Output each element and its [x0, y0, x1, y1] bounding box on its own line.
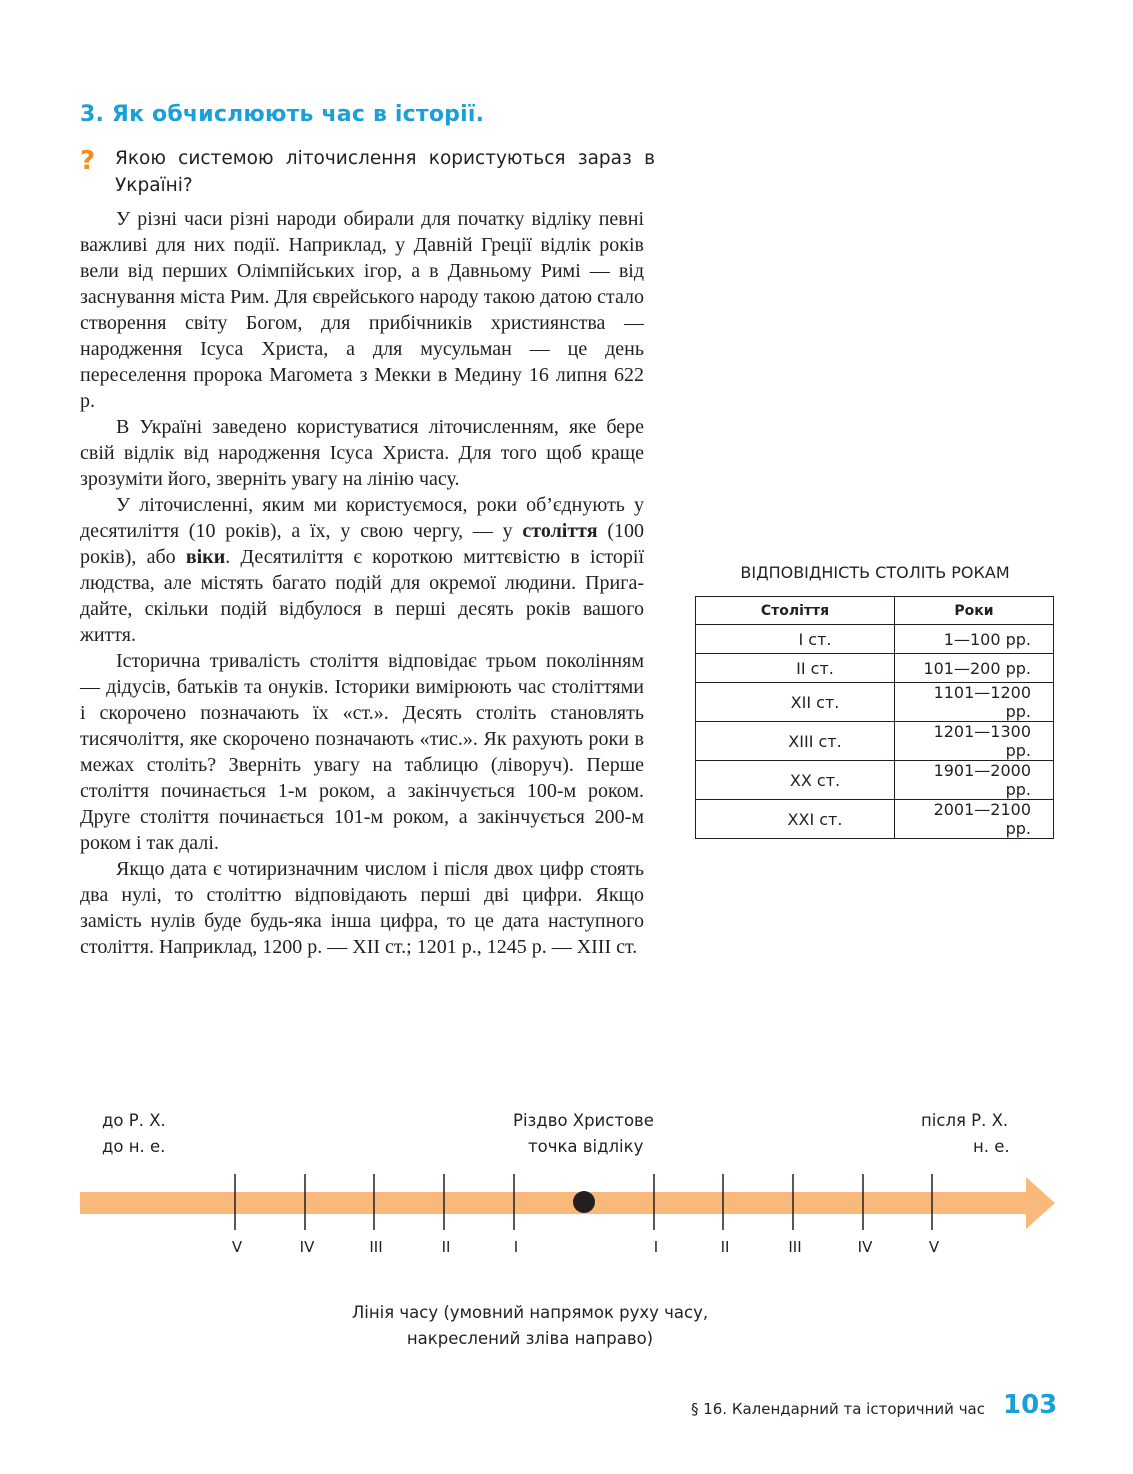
- page-number: 103: [1003, 1390, 1058, 1420]
- years-cell: 1901—2000 рр.: [895, 761, 1054, 800]
- timeline-century-label-ad-1: I: [653, 1238, 659, 1256]
- century-cell: I ст.: [696, 625, 895, 654]
- centuries-table: [695, 596, 1054, 839]
- century-cell: XX ст.: [696, 761, 895, 800]
- timeline-century-label-ad-5: V: [928, 1238, 940, 1256]
- header-years: Роки: [895, 597, 1054, 625]
- origin-point: [573, 1191, 595, 1213]
- timeline-label-nativity: Різдво Христове: [513, 1111, 654, 1130]
- years-cell: 101—200 рр.: [895, 654, 1054, 683]
- timeline-century-label-bc-4: II: [441, 1238, 451, 1256]
- header-century: Століття: [696, 597, 895, 625]
- ticks-before: [232, 1174, 518, 1256]
- years-cell: 1101—1200 рр.: [895, 683, 1054, 722]
- timeline-century-label-bc-5: I: [513, 1238, 519, 1256]
- body-text: [80, 206, 644, 960]
- paragraph-3: [80, 492, 644, 648]
- paragraph-1: У різні часи різні народи обирали для початку відліку певні важливі для них події. Наприклад, у Давній Греції відлік років вели від перших Олімпійських ігор, а в Давньому Римі — від заснування міста Рим. Для єврейського народу такою датою стало створення світу Богом, для прибічників християнства — народження Ісуса Христа, а для мусульман — це день переселення пророка Магомета з Мекки в Медину 16 липня 622 р.: [80, 208, 644, 412]
- paragraph-3-part-d: . Десятиліття є короткою миттєвістю в історії людства, але містять багато подій для окремої людини. Пригадайте, скільки подій відбулося в перші десять років вашого життя.: [80, 546, 644, 646]
- table-row: [696, 800, 1054, 839]
- timeline-bar: [80, 1192, 1030, 1214]
- caption-line-1: Лінія часу (умовний напрямок руху часу,: [351, 1303, 709, 1322]
- question-icon: ?: [80, 146, 96, 176]
- paragraph-3-part-c: (100 років), або: [80, 520, 644, 568]
- timeline-arrowhead: [1026, 1177, 1055, 1229]
- table-row: [696, 654, 1054, 683]
- table-row: [696, 683, 1054, 722]
- century-cell: II ст.: [696, 654, 895, 683]
- timeline-century-label-ad-3: III: [788, 1238, 802, 1256]
- footer-section-title: § 16. Календарний та історичний час: [690, 1400, 985, 1418]
- timeline-label-bce: до н. е.: [102, 1137, 166, 1156]
- timeline-graphic: [0, 1160, 1133, 1260]
- question-text: Якою системою літочислення користуються зараз в Україні?: [115, 148, 655, 196]
- table-row: [696, 722, 1054, 761]
- table-row: [696, 761, 1054, 800]
- term-century: століття: [522, 520, 598, 542]
- timeline-label-origin: точка відліку: [528, 1137, 644, 1156]
- timeline-century-label-bc-3: III: [369, 1238, 383, 1256]
- years-cell: 1201—1300 рр.: [895, 722, 1054, 761]
- years-cell: 2001—2100 рр.: [895, 800, 1054, 839]
- caption-line-2: накреслений зліва направо): [406, 1329, 654, 1348]
- paragraph-4: Історична тривалість століття відповідає трьом поколінням — дідусів, батьків та онуків. Історики вимірюють час століттями і скорочено позначають їх «ст.». Десять століть становлять тисячоліття, яке скорочено позначають «тис.». Як рахують роки в межах століть? Зверніть увагу на таблицю (ліворуч). Перше століття починається 1-м роком, а закінчується 100-м роком. Друге століття починається 101-м роком, а закінчується 200-м роком і так далі.: [80, 650, 644, 854]
- section-heading: 3. Як обчислюють час в історії.: [80, 102, 485, 127]
- timeline-century-label-ad-4: IV: [857, 1238, 873, 1256]
- paragraph-3-part-a: У літочисленні, яким ми користуємося, роки об’єднують у десятиліття (10 років), а їх, у свою чергу, — у: [80, 494, 644, 542]
- timeline-century-label-ad-2: II: [720, 1238, 730, 1256]
- table-title: ВІДПОВІДНІСТЬ СТОЛІТЬ РОКАМ: [740, 563, 1010, 582]
- timeline-century-label-bc-1: V: [231, 1238, 243, 1256]
- timeline-label-bc: до Р. Х.: [102, 1111, 166, 1130]
- table-header-row: [696, 597, 1054, 625]
- paragraph-5: Якщо дата є чотиризначним числом і після двох цифр стоять два нулі, то століттю відповідають перші дві цифри. Якщо замість нулів буде будь-яка інша цифра, то це дата наступного століття. Наприклад, 1200 р. — XII ст.; 1201 р., 1245 р. — XIII ст.: [80, 858, 644, 958]
- years-cell: 1—100 рр.: [895, 625, 1054, 654]
- paragraph-2: В Україні заведено користуватися літочисленням, яке бере свій відлік від народження Ісуса Христа. Для того щоб краще зрозуміти його, зверніть увагу на лінію часу.: [80, 416, 644, 490]
- timeline-label-ad: після Р. Х.: [921, 1111, 1009, 1130]
- timeline-century-label-bc-2: IV: [299, 1238, 315, 1256]
- term-ages: віки: [185, 546, 226, 568]
- century-cell: XII ст.: [696, 683, 895, 722]
- century-cell: XXI ст.: [696, 800, 895, 839]
- century-cell: XIII ст.: [696, 722, 895, 761]
- ticks-after: [654, 1174, 940, 1256]
- timeline-label-ce: н. е.: [973, 1137, 1010, 1156]
- timeline-caption: [300, 1300, 760, 1352]
- table-row: [696, 625, 1054, 654]
